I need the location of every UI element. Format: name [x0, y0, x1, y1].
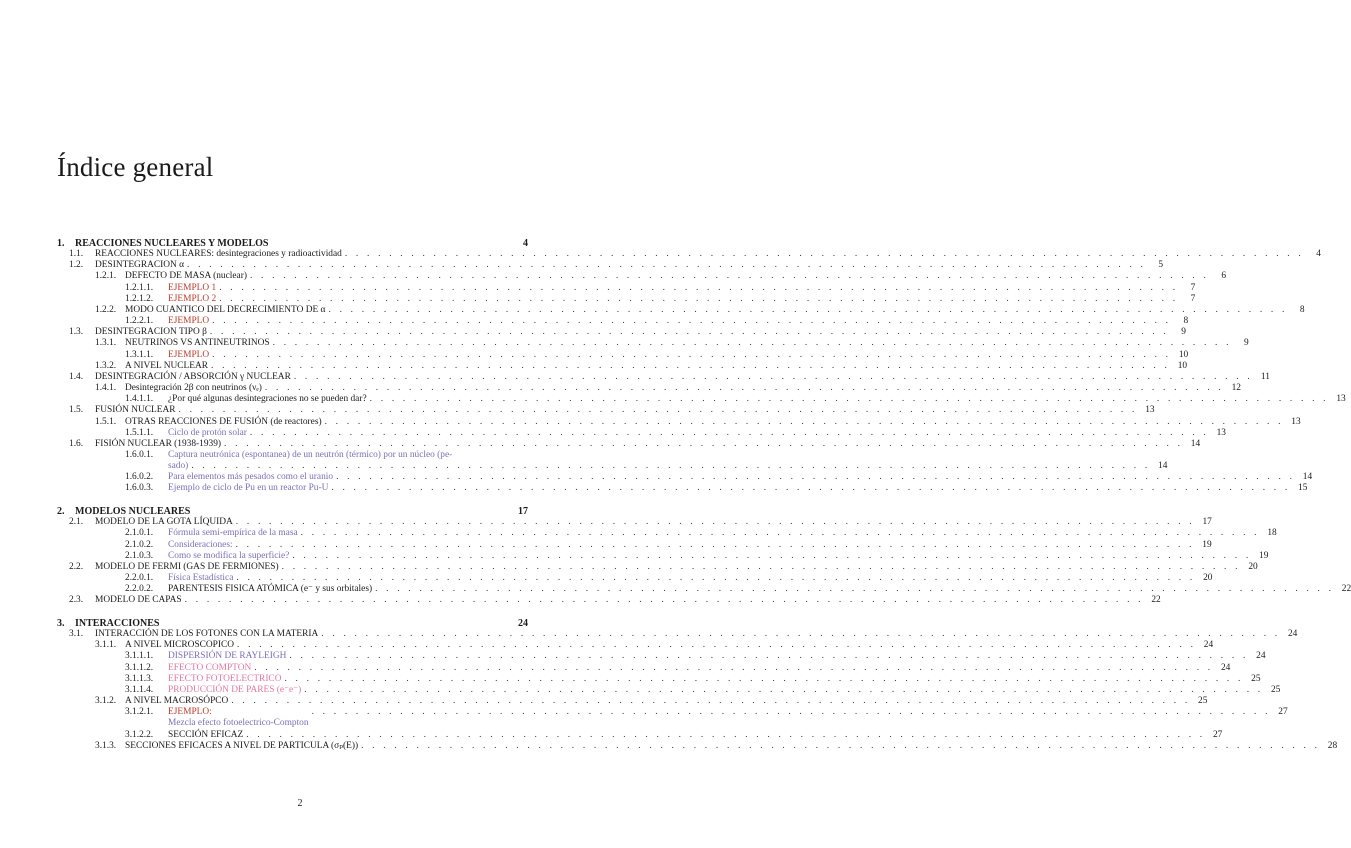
toc-entry-title[interactable]: EJEMPLO — [168, 349, 210, 360]
toc-entry-page: 17 — [1202, 517, 1212, 528]
toc-leader-dots — [312, 707, 1271, 718]
toc-leader-dots — [292, 551, 1251, 562]
toc-entry[interactable] — [57, 673, 1261, 685]
toc-entry-number: 2. — [57, 506, 65, 518]
toc-leader-dots — [273, 338, 1232, 349]
toc-entry-title-group — [125, 338, 270, 349]
toc-entry-title[interactable]: EFECTO COMPTON — [168, 662, 252, 673]
toc-entry-title[interactable]: Consideraciones: — [168, 539, 233, 550]
page-number: 2 — [297, 798, 303, 809]
toc-entry-title[interactable]: Mezcla efecto fotoelectrico-Compton — [168, 718, 309, 729]
toc-chapter-entry[interactable] — [57, 506, 528, 517]
toc-leader-dots — [336, 472, 1295, 483]
toc-entry-number: 2.1.0.2. — [125, 539, 154, 550]
toc-entry-title-group — [125, 305, 325, 316]
toc-entry-page: 24 — [1256, 651, 1266, 662]
toc-entry-number: 1.4. — [69, 371, 84, 382]
toc-entry-title-group — [125, 271, 247, 282]
toc-entry-page: 13 — [1336, 394, 1346, 405]
toc-entry-title[interactable]: MODELO DE LA GOTA LÍQUIDA — [95, 517, 233, 528]
toc-entry-title-group — [125, 640, 234, 651]
toc-chapter-entry[interactable] — [57, 238, 528, 249]
toc-entry-number: 1.3.1.1. — [125, 349, 154, 360]
toc-entry-title[interactable]: SECCIÓN EFICAZ — [168, 729, 244, 740]
toc-entry-number: 1. — [57, 238, 65, 249]
toc-entry-page: 8 — [1183, 316, 1189, 327]
toc-entry-title[interactable]: FUSIÓN NUCLEAR — [95, 405, 176, 416]
toc-entry-title-group — [168, 573, 233, 584]
toc-leader-dots — [219, 294, 1178, 305]
toc-entry-title[interactable]: A NIVEL NUCLEAR — [125, 360, 208, 371]
toc-entry-title[interactable]: INTERACCIONES — [75, 618, 160, 629]
toc-entry-title-group — [168, 528, 298, 539]
toc-entry-title[interactable]: Desintegración 2β con neutrinos (νₑ) — [125, 383, 262, 394]
toc-entry-page: 4 — [523, 238, 528, 249]
toc-entry-number: 3.1.2.1. — [125, 707, 154, 718]
toc-entry-title-group — [95, 595, 182, 606]
toc-entry-number: 3.1.2. — [95, 696, 117, 707]
toc-leader-dots — [185, 595, 1144, 606]
toc-entry-title[interactable]: EJEMPLO — [168, 316, 210, 327]
toc-entry[interactable] — [57, 640, 1214, 651]
toc-entry-title[interactable]: MODELO DE FERMI (GAS DE FERMIONES) — [95, 561, 279, 572]
toc-entry-number: 2.2.0.1. — [125, 573, 154, 584]
toc-leader-dots — [289, 651, 1248, 662]
toc-entry-title-group — [168, 685, 301, 696]
toc-entry[interactable] — [57, 360, 1188, 372]
toc-entry-number: 1.5.1.1. — [125, 427, 154, 438]
toc-entry-title[interactable]: ¿Por qué algunas desintegraciones no se pueden dar? — [168, 394, 367, 405]
toc-entry[interactable] — [57, 472, 1313, 483]
toc-leader-dots — [219, 283, 1178, 294]
toc-entry-page: 24 — [1220, 662, 1231, 673]
toc-entry-page: 20 — [1203, 573, 1213, 584]
toc-entry-number: 2.2. — [69, 561, 84, 572]
toc-entry-page: 15 — [1298, 483, 1308, 494]
toc-entry[interactable] — [57, 528, 1277, 539]
toc-entry-title[interactable]: Ejemplo de ciclo de Pu en un reactor Pu-U — [168, 483, 329, 494]
toc-entry-title[interactable]: Como se modifica la superficie? — [168, 550, 290, 561]
toc-leader-dots — [210, 327, 1169, 338]
toc-leader-dots — [224, 439, 1183, 450]
toc-entry[interactable] — [57, 517, 1212, 528]
toc-entry-title-group — [168, 540, 233, 551]
toc-entry-page: 28 — [1327, 740, 1338, 751]
toc-leader-dots — [301, 528, 1260, 539]
toc-entry-number: 1.2.2. — [95, 304, 117, 315]
toc-entry-title-group — [125, 696, 228, 707]
toc-entry-title-group — [95, 439, 221, 450]
table-of-contents — [57, 238, 1351, 752]
toc-entry-page: 18 — [1267, 528, 1277, 539]
toc-entry-title-group — [168, 674, 281, 685]
toc-entry[interactable] — [57, 282, 1196, 294]
toc-leader-dots — [361, 741, 1320, 752]
toc-entry[interactable] — [57, 539, 1212, 551]
toc-entry[interactable] — [57, 383, 1241, 394]
toc-entry-title-group — [125, 741, 358, 752]
toc-entry-title[interactable]: INTERACCIÓN DE LOS FOTONES CON LA MATERIA — [95, 629, 319, 640]
toc-entry-title[interactable]: NEUTRINOS VS ANTINEUTRINOS — [125, 338, 270, 349]
toc-entry-number: 1.3.2. — [95, 360, 117, 371]
toc-entry[interactable] — [57, 371, 1270, 383]
toc-entry-page: 14 — [1158, 461, 1168, 472]
toc-entry[interactable] — [57, 416, 1301, 428]
toc-entry-number: 1.3. — [69, 327, 84, 338]
toc-leader-dots — [328, 305, 1287, 316]
toc-entry-page: 24 — [1203, 640, 1214, 651]
toc-entry-title[interactable]: EJEMPLO 2 — [168, 293, 217, 304]
toc-entry-page: 13 — [1145, 405, 1155, 416]
toc-entry-page: 10 — [1177, 360, 1188, 371]
toc-entry[interactable] — [57, 651, 1266, 662]
toc-entry-page: 7 — [1190, 282, 1196, 293]
toc-leader-dots — [236, 540, 1195, 551]
toc-entry[interactable] — [57, 327, 1186, 338]
toc-entry[interactable] — [57, 405, 1155, 416]
toc-entry-title[interactable]: MODELO DE CAPAS — [95, 595, 182, 606]
toc-entry-number: 1.6.0.3. — [125, 483, 154, 494]
toc-entry-title-group — [168, 551, 289, 562]
toc-entry-title-group — [168, 350, 209, 361]
toc-entry-number: 3.1.2.2. — [125, 729, 154, 740]
toc-entry-title[interactable]: A NIVEL MACROSÓPCO — [125, 696, 229, 707]
toc-entry-title[interactable]: FISIÓN NUCLEAR (1938-1939) — [95, 438, 222, 449]
toc-entry[interactable] — [57, 550, 1269, 562]
toc-entry-title[interactable]: MODO CUANTICO DEL DECRECIMIENTO DE α — [125, 304, 326, 315]
toc-entry-title[interactable]: Captura neutrónica (espontanea) de un neutrón (térmico) por un núcleo (pe- — [168, 449, 453, 460]
toc-entry-page: 6 — [1221, 271, 1227, 282]
toc-entry-title[interactable]: Fórmula semi-empírica de la masa — [168, 528, 298, 539]
toc-entry-number: 1.3.1. — [95, 338, 117, 349]
toc-entry[interactable] — [57, 662, 1231, 674]
toc-entry-title-group — [168, 483, 328, 494]
toc-entry-title[interactable]: DESINTEGRACIÓN / ABSORCIÓN γ NUCLEAR — [95, 371, 291, 382]
toc-entry-number: 1.6. — [69, 438, 84, 449]
toc-entry-page: 7 — [1190, 293, 1196, 304]
toc-leader-dots — [250, 271, 1209, 282]
toc-entry-number: 3.1.1. — [95, 640, 117, 651]
toc-entry-title-group — [168, 584, 372, 595]
toc-leader-dots — [321, 629, 1280, 640]
toc-entry-title-group — [168, 316, 209, 327]
toc-entry-title[interactable]: sado) — [168, 461, 189, 472]
toc-leader-dots — [325, 417, 1284, 428]
toc-entry[interactable] — [57, 394, 1346, 405]
toc-entry[interactable] — [57, 561, 1258, 573]
toc-entry-number: 1.6.0.1. — [125, 449, 154, 460]
toc-entry[interactable] — [57, 707, 1288, 729]
toc-entry-number: 3.1.1.3. — [125, 673, 154, 684]
toc-entry-title-group — [95, 327, 207, 338]
toc-leader-dots — [304, 685, 1263, 696]
toc-entry-title[interactable]: Ciclo de protón solar — [168, 427, 247, 438]
toc-entry-number: 1.4.1.1. — [125, 394, 154, 405]
toc-leader-dots — [191, 461, 1150, 472]
toc-entry-page: 8 — [1299, 304, 1305, 315]
toc-entry[interactable] — [57, 438, 1201, 450]
toc-entry-title[interactable]: EJEMPLO: — [168, 707, 212, 718]
toc-leader-dots — [236, 517, 1195, 528]
toc-entry-title-group — [168, 472, 333, 483]
toc-entry-title-group — [125, 383, 262, 394]
toc-leader-dots — [211, 361, 1170, 372]
toc-leader-dots — [294, 372, 1253, 383]
toc-entry-title-group — [95, 405, 175, 416]
toc-entry-page: 14 — [1190, 438, 1201, 449]
toc-entry-title-group — [168, 283, 216, 294]
toc-entry-number: 2.1. — [69, 517, 84, 528]
toc-entry-page: 25 — [1198, 696, 1208, 707]
toc-entry-number: 2.3. — [69, 595, 84, 606]
toc-entry[interactable] — [57, 584, 1351, 595]
toc-chapter-entry[interactable] — [57, 618, 528, 629]
toc-entry-title-group — [95, 372, 291, 383]
toc-entry[interactable] — [57, 304, 1305, 316]
toc-entry-title-group — [95, 517, 233, 528]
toc-entry[interactable] — [57, 740, 1338, 752]
toc-entry-title[interactable]: REACCIONES NUCLEARES Y MODELOS — [75, 238, 269, 249]
toc-leader-dots — [178, 405, 1137, 416]
toc-entry-page: 22 — [1341, 584, 1351, 595]
toc-entry[interactable] — [57, 349, 1189, 361]
toc-entry-page: 19 — [1202, 539, 1212, 550]
toc-entry-title-group — [125, 361, 208, 372]
toc-entry-title[interactable]: Física Estadística — [168, 573, 234, 584]
toc-entry-number: 1.2.1.2. — [125, 293, 154, 304]
toc-entry-title[interactable]: REACCIONES NUCLEARES: desintegraciones y radioactividad — [95, 249, 342, 260]
toc-entry-title-group — [75, 618, 159, 629]
toc-entry[interactable] — [57, 338, 1249, 349]
toc-entry-number: 1.2.2.1. — [125, 316, 154, 327]
toc-entry-page: 13 — [1291, 416, 1301, 427]
toc-entry-title[interactable]: DESINTEGRACION α — [95, 260, 185, 271]
toc-entry-title-group — [95, 260, 184, 271]
toc-entry-title[interactable]: PRODUCCIÓN DE PARES (e⁻e⁻) — [168, 684, 302, 695]
toc-entry-page: 19 — [1259, 550, 1269, 561]
toc-leader-dots — [370, 394, 1329, 405]
toc-entry-title-group — [168, 294, 216, 305]
toc-entry-title[interactable]: DISPERSIÓN DE RAYLEIGH — [168, 651, 287, 662]
toc-leader-dots — [345, 249, 1304, 260]
toc-entry-number: 3.1.1.4. — [125, 684, 154, 695]
toc-entry-page: 14 — [1302, 472, 1313, 483]
toc-leader-dots — [265, 383, 1224, 394]
toc-entry-title-group — [95, 562, 279, 573]
toc-entry[interactable] — [57, 629, 1298, 640]
toc-entry-title[interactable]: DEFECTO DE MASA (nuclear) — [125, 271, 247, 282]
toc-entry-title-group — [168, 394, 367, 405]
toc-entry-title[interactable]: SECCIONES EFICACES A NIVEL DE PARTICULA (σₚ(E)) — [125, 740, 359, 751]
toc-entry[interactable] — [57, 293, 1196, 305]
toc-entry-title[interactable]: DESINTEGRACION TIPO β — [95, 327, 207, 338]
toc-entry-number: 2.1.0.1. — [125, 528, 154, 539]
toc-entry-page: 25 — [1251, 673, 1261, 684]
toc-entry[interactable] — [57, 427, 1226, 439]
toc-entry[interactable] — [57, 260, 1164, 271]
toc-entry[interactable] — [57, 483, 1308, 494]
toc-entry-title-group — [168, 730, 243, 741]
toc-entry-title[interactable]: A NIVEL MICROSCOPICO — [125, 640, 235, 651]
toc-entry-number: 2.1.0.3. — [125, 550, 154, 561]
toc-entry-number: 1.5.1. — [95, 416, 117, 427]
toc-entry-page: 9 — [1181, 327, 1186, 338]
toc-entry-title[interactable]: EJEMPLO 1 — [168, 282, 217, 293]
toc-leader-dots — [250, 428, 1209, 439]
toc-entry-title[interactable]: OTRAS REACCIONES DE FUSIÓN (de reactores) — [125, 416, 322, 427]
toc-entry[interactable] — [57, 684, 1281, 696]
toc-entry-title-group — [95, 249, 342, 260]
toc-entry-title[interactable]: PARENTESIS FISICA ATÓMICA (e⁻ y sus orbitales) — [168, 584, 373, 595]
toc-entry-page: 22 — [1151, 595, 1161, 606]
toc-entry-page: 9 — [1244, 338, 1249, 349]
toc-entry[interactable] — [57, 729, 1223, 741]
toc-entry[interactable] — [57, 316, 1189, 327]
toc-entry-page: 12 — [1231, 383, 1241, 394]
toc-entry-number: 3. — [57, 618, 65, 629]
toc-entry[interactable] — [57, 696, 1208, 707]
toc-entry-title[interactable]: EFECTO FOTOELECTRICO — [168, 673, 282, 684]
toc-entry-number: 3.1.1.1. — [125, 651, 154, 662]
toc-entry[interactable] — [57, 595, 1161, 606]
toc-entry-number: 1.2.1. — [95, 271, 117, 282]
toc-entry-number: 1.1. — [69, 249, 84, 260]
toc-leader-dots — [236, 573, 1195, 584]
toc-leader-dots — [231, 696, 1190, 707]
toc-entry-page: 27 — [1278, 707, 1288, 718]
toc-entry-title-group — [95, 629, 318, 640]
toc-entry-number: 1.6.0.2. — [125, 472, 154, 483]
toc-entry-title-group — [75, 506, 190, 517]
toc-entry-number: 1.5. — [69, 405, 84, 416]
toc-entry-title[interactable]: MODELOS NUCLEARES — [75, 506, 191, 518]
toc-entry-number: 1.2. — [69, 260, 84, 271]
page-title: Índice general — [57, 152, 214, 182]
toc-leader-dots — [187, 260, 1146, 271]
toc-entry-title-group — [125, 417, 322, 428]
toc-leader-dots — [212, 350, 1171, 361]
toc-entry-number: 2.2.0.2. — [125, 584, 154, 595]
toc-leader-dots — [375, 584, 1334, 595]
toc-entry[interactable] — [57, 573, 1213, 584]
toc-entry-page: 25 — [1270, 684, 1281, 695]
toc-leader-dots — [284, 674, 1243, 685]
toc-leader-dots — [254, 663, 1213, 674]
toc-entry-page: 24 — [518, 618, 528, 629]
toc-entry-title-group — [168, 707, 309, 729]
toc-entry-title-group — [75, 238, 268, 249]
toc-entry-title-group — [168, 428, 247, 439]
toc-entry-page: 24 — [1287, 629, 1298, 640]
toc-leader-dots — [237, 640, 1196, 651]
toc-leader-dots — [246, 730, 1205, 741]
toc-entry-page: 4 — [1316, 249, 1321, 260]
toc-entry-page: 13 — [1216, 427, 1226, 438]
toc-entry-title-group — [168, 663, 251, 674]
toc-entry-number: 3.1.3. — [95, 740, 117, 751]
toc-entry-number: 1.2.1.1. — [125, 282, 154, 293]
toc-entry-number: 1.4.1. — [95, 383, 117, 394]
toc-entry-page: 11 — [1260, 371, 1270, 382]
toc-entry-page: 20 — [1248, 561, 1258, 572]
toc-leader-dots — [212, 316, 1171, 327]
toc-leader-dots — [282, 562, 1241, 573]
toc-entry[interactable] — [57, 271, 1227, 282]
toc-entry-page: 10 — [1178, 349, 1189, 360]
toc-entry-number: 3.1. — [69, 629, 84, 640]
toc-entry-page: 17 — [518, 506, 528, 518]
toc-entry-page: 27 — [1212, 729, 1223, 740]
toc-leader-dots — [331, 483, 1290, 494]
toc-entry[interactable] — [57, 249, 1321, 260]
toc-entry-title-group — [168, 651, 286, 662]
toc-entry[interactable] — [57, 449, 1168, 472]
toc-entry-number: 3.1.1.2. — [125, 662, 154, 673]
toc-entry-page: 5 — [1158, 260, 1164, 271]
toc-entry-title[interactable]: Para elementos más pesados como el uranio — [168, 472, 334, 483]
